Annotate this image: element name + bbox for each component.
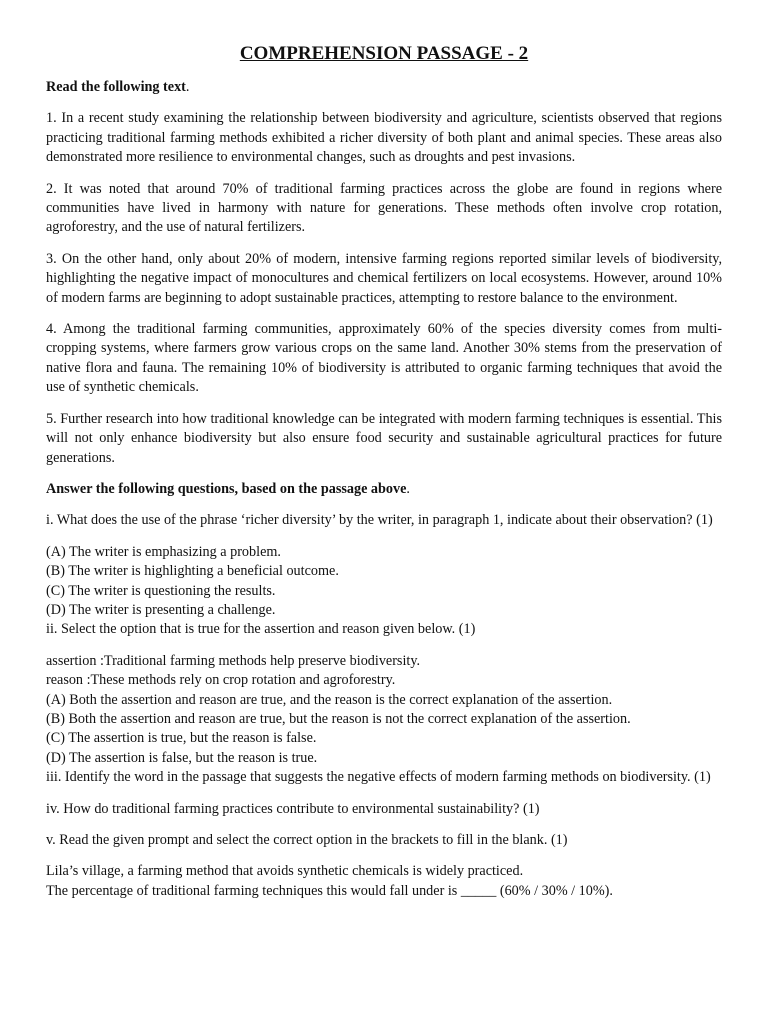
question-5: v. Read the given prompt and select the correct option in the brackets to fill in the blank. (1) <box>46 832 568 848</box>
paragraph-2: 2. It was noted that around 70% of traditional farming practices across the globe are found in regions where communities have lived in harmony with nature for generations. These methods often involve crop rotation, agroforestry, and the use of natural fertilizers. <box>46 180 722 236</box>
answer-instruction-text: Answer the following questions, based on the passage above <box>46 480 407 497</box>
read-instruction: Read the following text. <box>46 79 190 95</box>
question-1-option-d: (D) The writer is presenting a challenge. <box>46 601 276 618</box>
page-title: COMPREHENSION PASSAGE - 2 <box>239 43 529 64</box>
question-2-option-a: (A) Both the assertion and reason are true, and the reason is the correct explanation of the assertion. <box>46 691 613 708</box>
question-2-option-d: (D) The assertion is false, but the reason is true. <box>46 749 318 766</box>
question-2: ii. Select the option that is true for the assertion and reason given below. (1) <box>46 621 476 638</box>
question-1-option-a: (A) The writer is emphasizing a problem. <box>46 543 281 560</box>
paragraph-3: 3. On the other hand, only about 20% of modern, intensive farming regions reported similar levels of biodiversity, highlighting the negative impact of monocultures and chemical fertilizers on local ecosystems. However, around 10% of modern farms are beginning to adopt sustainable practices, attempting to restore balance to the environment. <box>46 250 722 306</box>
answer-instruction: Answer the following questions, based on the passage above. <box>46 480 410 497</box>
read-instruction-text: Read the following text <box>46 79 186 95</box>
paragraph-1: 1. In a recent study examining the relationship between biodiversity and agriculture, scientists observed that regions practicing traditional farming methods exhibited a richer diversity of both plant and animal species. These areas also demonstrated more resilience to environmental changes, such as droughts and pest invasions. <box>46 110 722 166</box>
question-1: i. What does the use of the phrase ‘richer diversity’ by the writer, in paragraph 1, indicate about their observation? (1) <box>46 512 713 529</box>
question-2-option-b: (B) Both the assertion and reason are true, but the reason is not the correct explanation of the assertion. <box>46 710 631 727</box>
question-5-prompt-line-2: The percentage of traditional farming techniques this would fall under is _____ (60% / 30% / 10%). <box>46 882 613 899</box>
question-2-assertion: assertion :Traditional farming methods help preserve biodiversity. <box>46 652 421 669</box>
paragraph-4: 4. Among the traditional farming communities, approximately 60% of the species diversity comes from multi-cropping systems, where farmers grow various crops on the same land. Another 30% stems from the preservation of native flora and fauna. The remaining 10% of biodiversity is attributed to organic farming techniques that avoid the use of synthetic chemicals. <box>46 321 722 396</box>
question-2-option-c: (C) The assertion is true, but the reason is false. <box>46 730 317 747</box>
paragraph-5: 5. Further research into how traditional knowledge can be integrated with modern farming techniques is essential. This will not only enhance biodiversity but also ensure food security and sustainable agricultural practices for future generations. <box>46 410 722 466</box>
question-3: iii. Identify the word in the passage that suggests the negative effects of modern farming methods on biodiversity. (1) <box>46 769 711 786</box>
question-1-option-b: (B) The writer is highlighting a beneficial outcome. <box>46 563 339 580</box>
question-5-prompt-line-1: Lila’s village, a farming method that avoids synthetic chemicals is widely practiced. <box>46 863 524 880</box>
question-2-reason: reason :These methods rely on crop rotation and agroforestry. <box>46 672 396 689</box>
question-1-option-c: (C) The writer is questioning the results. <box>46 582 276 599</box>
question-4: iv. How do traditional farming practices contribute to environmental sustainability? (1) <box>46 800 540 817</box>
